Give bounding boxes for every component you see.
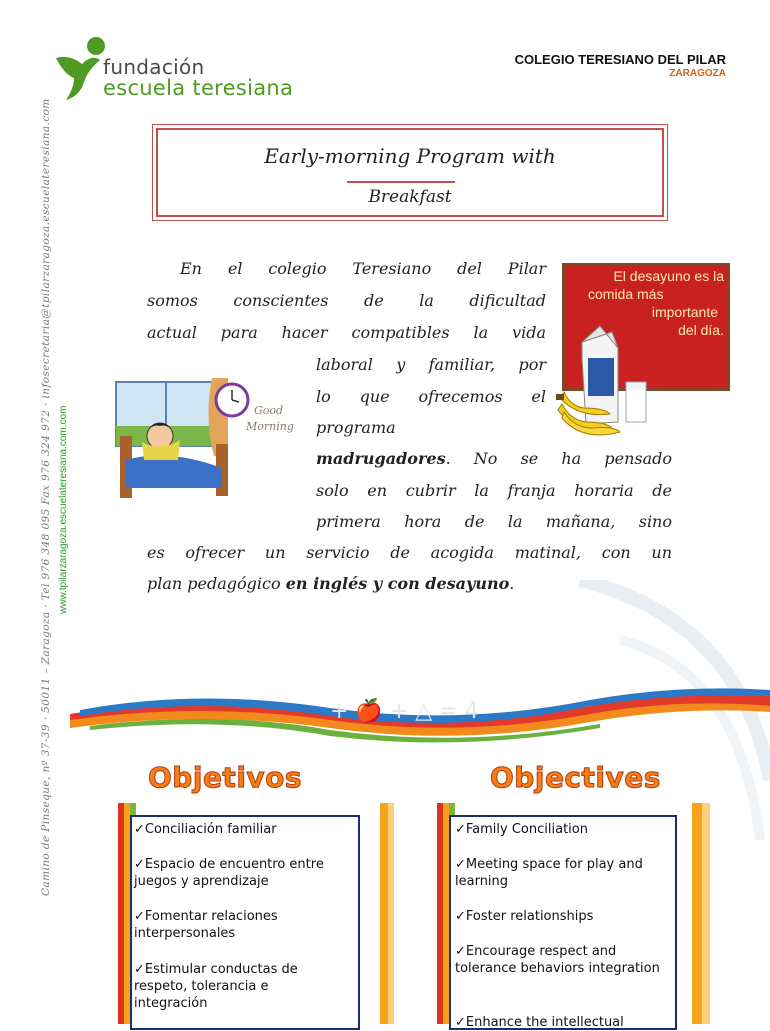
- intro-line: madrugadores. No se ha pensado: [316, 449, 672, 468]
- objectives-item: ✓Foster relationships: [455, 909, 594, 924]
- intro-line: programa: [316, 418, 396, 437]
- school-city: ZARAGOZA: [669, 68, 726, 79]
- program-highlight: en inglés y con desayuno: [285, 574, 510, 593]
- intro-line: plan pedagógico en inglés y con desayuno.: [147, 574, 515, 593]
- good-morning-text-good: Good: [254, 404, 284, 417]
- address-vertical-text: Camino de Pinseque, nº 37-39 · 50011 – Zaragoza · Tel 976 348 095 Fax 976 324 972 · infosecretaria@tpilarzaragoza.escuelateresiana.com: [40, 98, 52, 896]
- intro-line: lo que ofrecemos el: [316, 387, 546, 406]
- intro-line: laboral y familiar, por: [316, 355, 546, 374]
- objetivos-item: ✓Espacio de encuentro entre juegos y aprendizaje: [134, 857, 324, 889]
- breakfast-illustration-icon: [556, 318, 666, 442]
- decorative-stripe: [380, 803, 398, 1024]
- program-name: madrugadores: [316, 449, 446, 468]
- objetivos-item: ✓Fomentar relaciones interpersonales: [134, 909, 278, 941]
- objectives-title: Objectives: [490, 761, 661, 794]
- intro-line: somos conscientes de la dificultad: [147, 291, 546, 310]
- intro-line: solo en cubrir la franja horaria de: [316, 481, 672, 500]
- good-morning-text-morning: Morning: [246, 420, 294, 433]
- objectives-item: ✓Meeting space for play and learning: [455, 857, 643, 889]
- logo-line1: fundación: [103, 55, 205, 79]
- decorative-stripe: [692, 803, 720, 1024]
- intro-line: En el colegio Teresiano del Pilar: [180, 259, 546, 278]
- objetivos-card: [118, 803, 380, 1024]
- title-divider: [347, 181, 455, 183]
- intro-line: actual para hacer compatibles la vida: [147, 323, 546, 342]
- objectives-item: ✓Encourage respect and tolerance behaviors integration: [455, 944, 660, 976]
- logo-line2: escuela teresiana: [103, 76, 294, 100]
- intro-line: primera hora de la mañana, sino: [316, 512, 672, 531]
- website-vertical-link[interactable]: www.tpilarzaragoza.escuelateresiana.com.com: [58, 405, 69, 614]
- objetivos-item: ✓Conciliación familiar: [134, 822, 277, 837]
- intro-line: es ofrecer un servicio de acogida matinal, con un: [147, 543, 672, 562]
- objectives-item: ✓Family Conciliation: [455, 822, 588, 837]
- rainbow-wave-banner-icon: [0, 680, 770, 750]
- title-line1: Early-morning Program with: [264, 144, 556, 168]
- objectives-card: [437, 803, 691, 1030]
- good-morning-illustration-icon: [108, 378, 296, 500]
- objetivos-title: Objetivos: [148, 761, 303, 794]
- breakfast-board-text: El desayuno es la comida más importante del día.: [588, 268, 724, 338]
- title-line2: Breakfast: [368, 187, 452, 207]
- objetivos-item: ✓Estimular conductas de respeto, tolerancia e integración: [134, 962, 298, 1011]
- banner-math-text: + 🍎 + △ = 4: [330, 699, 479, 724]
- fundacion-logo-icon: [52, 34, 106, 104]
- school-name: COLEGIO TERESIANO DEL PILAR: [514, 52, 726, 67]
- objectives-item: ✓Enhance the intellectual: [455, 1015, 624, 1030]
